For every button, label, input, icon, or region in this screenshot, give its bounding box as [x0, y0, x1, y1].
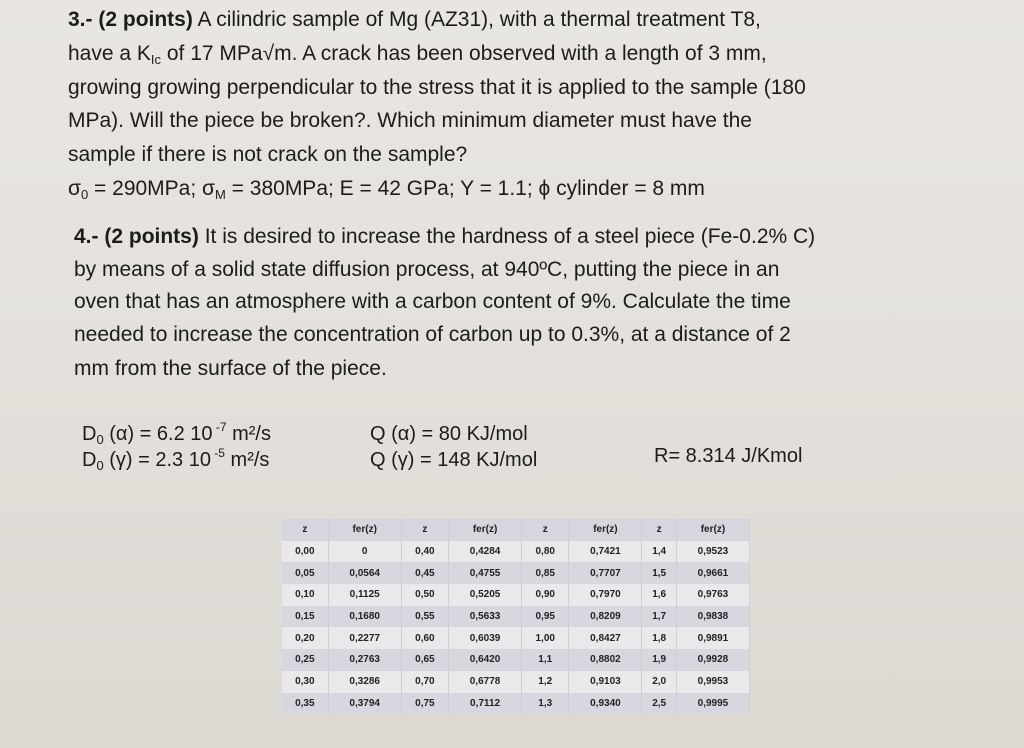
problem-4-line-1: 4.- (2 points) It is desired to increase the hardness of a steel piece (Fe-0.2% C) [74, 225, 816, 248]
fer-cell: 0,7112 [449, 693, 522, 715]
z-cell: 0,60 [401, 627, 448, 649]
problem-4-line-2: by means of a solid state diffusion process, at 940ºC, putting the piece in an [74, 258, 780, 281]
z-cell: 0,05 [282, 562, 328, 584]
fer-cell: 0,7970 [569, 584, 642, 606]
problem-4-number: 4.- [74, 225, 99, 248]
problem-4-points: (2 points) [104, 225, 199, 248]
z-cell: 1,1 [522, 649, 569, 671]
z-cell: 2,0 [642, 671, 676, 693]
fer-cell: 0,2763 [328, 649, 401, 671]
fer-cell: 0,9995 [676, 693, 749, 715]
erf-table [282, 519, 750, 714]
problem-3-number: 3.- [68, 8, 93, 31]
fer-cell: 0,7421 [569, 541, 642, 563]
col-header: fer(z) [569, 519, 642, 541]
problem-3-line-1: 3.- (2 points) A cilindric sample of Mg (AZ31), with a thermal treatment T8, [68, 8, 761, 31]
d0-alpha: $D_0$ (α) = 6.2 10 $^{-7}$ m²/s [82, 420, 271, 447]
z-cell: 0,30 [282, 671, 328, 693]
z-cell: 0,90 [522, 584, 569, 606]
z-cell: 0,55 [401, 606, 448, 628]
table-row [282, 584, 750, 606]
col-header: fer(z) [449, 519, 522, 541]
fer-cell: 0,9661 [676, 562, 749, 584]
problem-4-line-3: oven that has an atmosphere with a carbon content of 9%. Calculate the time [74, 290, 791, 313]
problem-3-line-3: growing growing perpendicular to the stress that it is applied to the sample (180 [68, 76, 806, 99]
z-cell: 0,80 [522, 541, 569, 563]
col-header: fer(z) [676, 519, 749, 541]
table-row [282, 606, 750, 628]
z-cell: 1,00 [522, 627, 569, 649]
problem-3-points: (2 points) [98, 8, 193, 31]
fer-cell: 0,1125 [328, 584, 401, 606]
z-cell: 1,2 [522, 671, 569, 693]
table-row [282, 562, 750, 584]
problem-4-line-5: mm from the surface of the piece. [74, 357, 387, 380]
fer-cell: 0,9763 [676, 584, 749, 606]
fer-cell: 0,9103 [569, 671, 642, 693]
z-cell: 1,6 [642, 584, 676, 606]
fer-cell: 0,5205 [449, 584, 522, 606]
table-row [282, 541, 750, 563]
fer-cell: 0,3794 [328, 693, 401, 715]
fer-cell: 0,2277 [328, 627, 401, 649]
table-row [282, 693, 750, 715]
fer-cell: 0 [328, 541, 401, 563]
fer-cell: 0,9928 [676, 649, 749, 671]
z-cell: 0,75 [401, 693, 448, 715]
z-cell: 0,25 [282, 649, 328, 671]
col-header: z [522, 519, 569, 541]
fer-cell: 0,8209 [569, 606, 642, 628]
z-cell: 0,65 [401, 649, 448, 671]
z-cell: 0,50 [401, 584, 448, 606]
z-cell: 1,7 [642, 606, 676, 628]
q-gamma: Q (γ) = 148 KJ/mol [370, 449, 538, 471]
fer-cell: 0,0564 [328, 562, 401, 584]
fer-cell: 0,7707 [569, 562, 642, 584]
fer-cell: 0,8802 [569, 649, 642, 671]
fer-cell: 0,9953 [676, 671, 749, 693]
fer-cell: 0,6778 [449, 671, 522, 693]
z-cell: 1,4 [642, 541, 676, 563]
z-cell: 0,10 [282, 584, 328, 606]
d0-gamma: $D_0$ (γ) = 2.3 10 $^{-5}$ m²/s [82, 446, 270, 473]
z-cell: 0,45 [401, 562, 448, 584]
problem-3-line-4: MPa). Will the piece be broken?. Which minimum diameter must have the [68, 109, 752, 132]
erf-table-header-row [282, 519, 750, 541]
table-row [282, 671, 750, 693]
fer-cell: 0,5633 [449, 606, 522, 628]
fer-cell: 0,4284 [449, 541, 522, 563]
fer-cell: 0,9891 [676, 627, 749, 649]
fer-cell: 0,9838 [676, 606, 749, 628]
z-cell: 0,85 [522, 562, 569, 584]
fer-cell: 0,8427 [569, 627, 642, 649]
z-cell: 0,40 [401, 541, 448, 563]
problem-3-line-5: sample if there is not crack on the sample? [68, 143, 468, 166]
col-header: z [642, 519, 676, 541]
fer-cell: 0,9523 [676, 541, 749, 563]
col-header: z [282, 519, 328, 541]
z-cell: 0,95 [522, 606, 569, 628]
problem-3-data: σ0 = 290MPa; σM = 380MPa; E = 42 GPa; Y = 1.1; ϕ cylinder = 8 mm [68, 177, 705, 202]
q-alpha: Q (α) = 80 KJ/mol [370, 423, 528, 445]
z-cell: 0,15 [282, 606, 328, 628]
problem-3-line-2: have a KIc of 17 MPa√m. A crack has been observed with a length of 3 mm, [68, 42, 767, 67]
z-cell: 0,70 [401, 671, 448, 693]
z-cell: 2,5 [642, 693, 676, 715]
z-cell: 0,20 [282, 627, 328, 649]
fer-cell: 0,1680 [328, 606, 401, 628]
problem-4-line-4: needed to increase the concentration of carbon up to 0.3%, at a distance of 2 [74, 323, 791, 346]
r-constant: R= 8.314 J/Kmol [654, 445, 803, 467]
z-cell: 1,3 [522, 693, 569, 715]
z-cell: 0,00 [282, 541, 328, 563]
table-row [282, 649, 750, 671]
table-row [282, 627, 750, 649]
z-cell: 1,9 [642, 649, 676, 671]
col-header: z [401, 519, 448, 541]
z-cell: 1,5 [642, 562, 676, 584]
fer-cell: 0,6039 [449, 627, 522, 649]
fer-cell: 0,6420 [449, 649, 522, 671]
z-cell: 1,8 [642, 627, 676, 649]
col-header: fer(z) [328, 519, 401, 541]
fer-cell: 0,4755 [449, 562, 522, 584]
fer-cell: 0,3286 [328, 671, 401, 693]
fer-cell: 0,9340 [569, 693, 642, 715]
z-cell: 0,35 [282, 693, 328, 715]
